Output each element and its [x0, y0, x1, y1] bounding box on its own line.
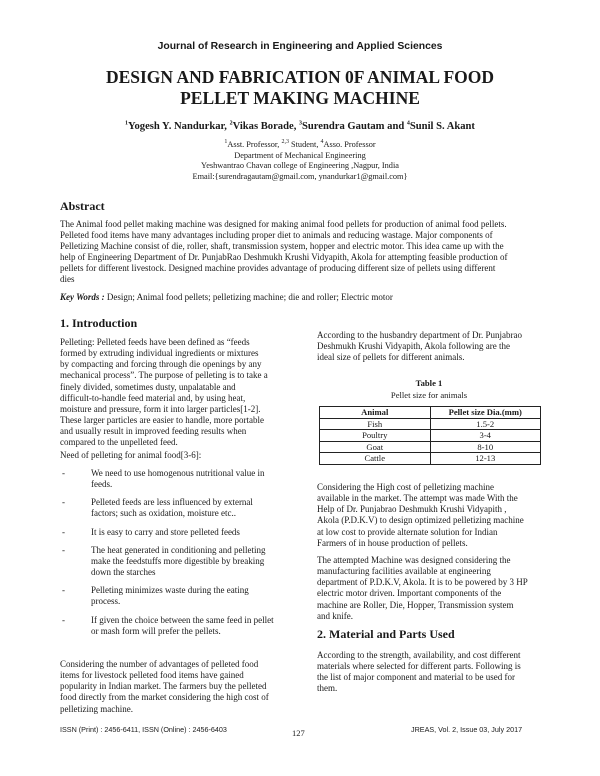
author-number: 4	[406, 120, 410, 127]
table-row	[320, 430, 541, 442]
table-cell: 1.5-2	[430, 418, 541, 430]
husbandry-paragraph: According to the husbandry department of Dr. Punjabrao Deshmukh Krushi Vidyapith, Akola following are the ideal size of pellets for different animals.	[317, 330, 522, 363]
column-header: Animal	[320, 407, 431, 419]
title-line: PELLET MAKING MACHINE	[180, 88, 420, 108]
list-item: - Pelleting minimizes waste during the eating process.	[62, 585, 249, 607]
table-caption: Pellet size for animals	[390, 390, 468, 400]
journal-header: Journal of Research in Engineering and Applied Sciences	[157, 41, 443, 52]
affiliation-dept: Department of Mechanical Engineering	[234, 150, 366, 160]
table-cell: 8-10	[430, 441, 541, 453]
table-cell: Goat	[320, 441, 431, 453]
affiliation-email: Email:{surendragautam@gmail.com, ynandurkar1@gmail.com}	[192, 171, 408, 181]
affiliation-roles: $^1$Asst. Professor, $^{2,3}$ Student, $^4$Asso. Professor	[224, 139, 376, 149]
abstract-line: Pelletizing Machine consist of die, roller, shaft, transmission system, hopper and electric motor. This idea came up with the	[60, 241, 504, 252]
machine-paragraph: The attempted Machine was designed considering the manufacturing facilities available at engineering department of P.D.K.V, Akola. It is to be powered by 3 HP electric motor driven. Important components of the machine are Roller, Die, Hopper, Transmission system and knife.	[317, 555, 528, 621]
need-list	[60, 468, 282, 637]
column-header: Pellet size Dia.(mm)	[430, 407, 541, 419]
footer-issn: ISSN (Print) : 2456-6411, ISSN (Online) : 2456-6403	[60, 725, 227, 734]
abstract-line: The Animal food pellet making machine was designed for making animal food pellets for production of animal food pellets.	[60, 219, 507, 229]
authors	[0, 121, 600, 132]
intro-paragraph-2: Considering the number of advantages of pelleted food items for livestock pelleted food items have gained popularity in Indian market. The farmers buy the pelleted food directly from the market considering the high cost of pelletizing machine.	[60, 659, 269, 714]
table-cell: Poultry	[320, 430, 431, 442]
keywords-text: Design; Animal food pellets; pelletizing machine; die and roller; Electric motor	[104, 292, 393, 302]
abstract-heading: Abstract	[60, 199, 105, 213]
author-number: 2	[229, 120, 233, 127]
footer-citation: JREAS, Vol. 2, Issue 03, July 2017	[411, 725, 523, 734]
table-cell: Cattle	[320, 453, 431, 465]
author-name: Surendra Gautam and	[302, 121, 407, 132]
intro-paragraph: Pelleting: Pelleted feeds have been defined as “feeds formed by extruding individual ingredients or mixtures by compacting and forcing through die openings by any mechanical process”. The purpose of pelleting is to take a finely divided, sometimes dusty, unpalatable and difficult-to-handle feed material and, by using heat, moisture and pressure, form it into larger particles[1-2]. These larger particles are easier to handle, more portable and usually result in improved feeding results when compared to the unpelleted feed.	[60, 337, 268, 448]
abstract-line: help of Engineering Department of Dr. PunjabRao Deshmukh Krushi Vidyapith, Akola for attempting feasible production of	[60, 252, 508, 263]
title-line: DESIGN AND FABRICATION 0F ANIMAL FOOD	[105, 67, 495, 87]
table-row	[320, 453, 541, 465]
keywords	[60, 292, 393, 302]
table-row	[320, 418, 541, 430]
list-item: - Pelleted feeds are less influenced by external factors; such as oxidation, moisture etc..	[62, 497, 253, 519]
section-2-heading: 2. Material and Parts Used	[317, 627, 455, 641]
list-item: - It is easy to carry and store pelleted feeds	[62, 526, 240, 537]
table-header-row	[320, 407, 541, 419]
list-item: - We need to use homogenous nutritional value in feeds.	[62, 468, 265, 490]
author-name: Yogesh Y. Nandurkar,	[128, 121, 230, 132]
author-name: Sunil S. Akant	[409, 121, 475, 132]
keywords-label: Key Words :	[60, 292, 105, 302]
cost-paragraph: Considering the High cost of pelletizing machine available in the market. The attempt was made With the Help of Dr. Punjabrao Deshmukh Krushi Vidyapith , Akola (P.D.K.V) to design optimized pelletizing machine at low cost to provide alternate solution for Indian Farmers of in house production of pellets.	[317, 482, 524, 548]
author-number: 3	[299, 120, 302, 127]
affiliation-college: Yeshwantrao Chavan college of Engineering ,Nagpur, India	[201, 161, 399, 170]
section-1-heading: 1. Introduction	[60, 316, 138, 330]
paper-title	[0, 67, 600, 109]
pellet-size-table	[319, 406, 541, 465]
list-item: - The heat generated in conditioning and pelleting make the feedstuffs more digestible by breaking down the starches	[62, 544, 266, 578]
table-row	[320, 441, 541, 453]
table-cell: Fish	[320, 418, 431, 430]
author-name: Vikas Borade,	[232, 121, 299, 132]
table-label: Table 1	[415, 378, 443, 388]
abstract-body	[60, 219, 541, 286]
list-item: - If given the choice between the same feed in pellet or mash form will prefer the pellets.	[62, 614, 274, 636]
table-cell: 12-13	[430, 453, 541, 465]
materials-paragraph: According to the strength, availability, and cost different materials where selected for different parts. Following is the list of major component and material to be used for them.	[317, 650, 521, 694]
page-number: 127	[292, 728, 305, 738]
abstract-line: Pelleted food items have many advantages including proper diet to animals and reducing wastage. Major components of	[60, 230, 493, 241]
abstract-line: dies	[60, 274, 75, 285]
table-cell: 3-4	[430, 430, 541, 442]
need-heading: Need of pelleting for animal food[3-6]:	[60, 450, 202, 460]
affiliation	[0, 140, 600, 182]
author-number: 1	[125, 120, 129, 127]
abstract-line: pellets for different livestock. Designed machine provides advantage of producing different size of pellets using different	[60, 263, 496, 274]
